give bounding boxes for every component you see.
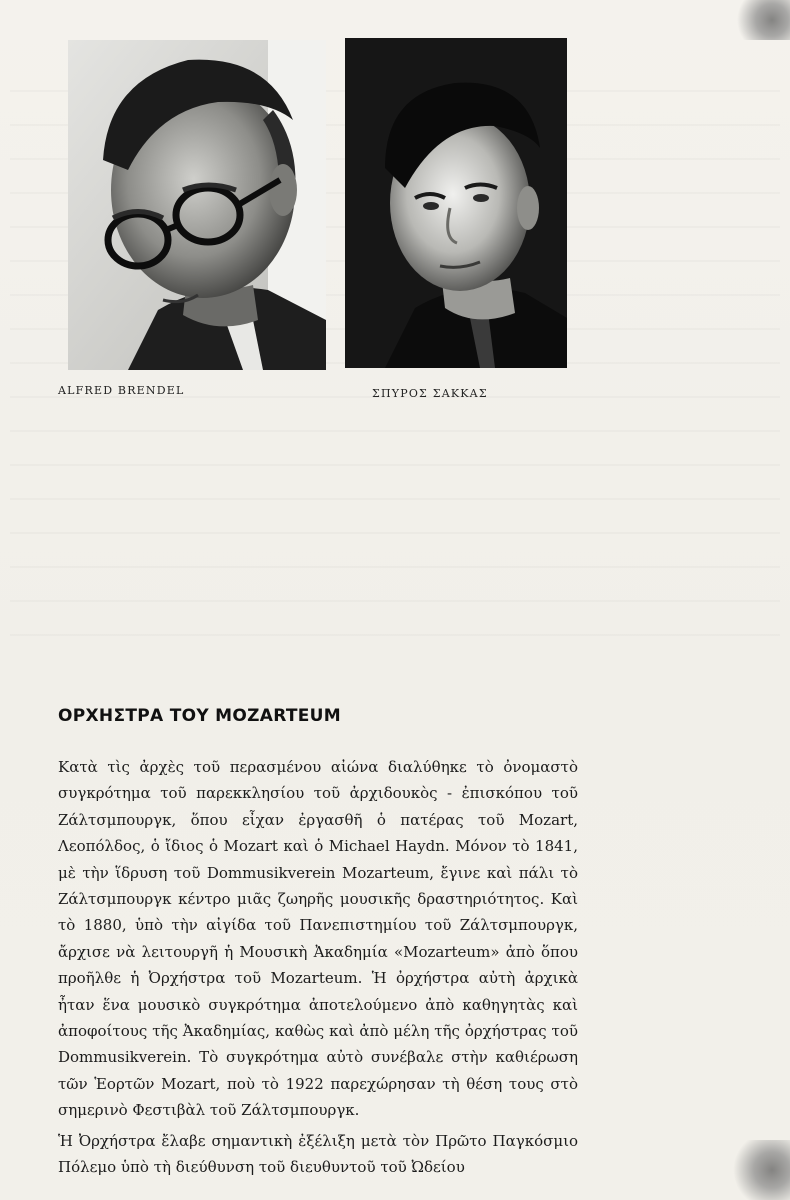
caption-alfred-brendel: ALFRED BRENDEL	[58, 384, 185, 397]
article-body	[58, 754, 578, 1181]
scan-mark-top	[730, 0, 790, 40]
paragraph: Κατὰ τὶς ἀρχὲς τοῦ περασμένου αἰώνα διαλύθηκε τὸ ὀνομαστὸ συγκρότημα τοῦ παρεκκλησίου τοῦ ἀρχιδουκὸς - ἐπισκόπου τοῦ Ζάλτσμπουργκ, ὅπου εἶχαν ἐργασθῆ ὁ πατέρας τοῦ Mozart, Λεοπόλδος, ὁ ἴδιος ὁ Mozart καὶ ὁ Michael Haydn. Μόνον τὸ 1841, μὲ τὴν ἵδρυση τοῦ Dommusikverein Mozarteum, ἔγινε καὶ πάλι τὸ Ζάλτσμπουργκ κέντρο μιᾶς ζωηρῆς μουσικῆς δραστηριότητος. Καὶ τὸ 1880, ὑπὸ τὴν αἰγίδα τοῦ Πανεπιστημίου τοῦ Ζάλτσμπουργκ, ἄρχισε νὰ λειτουργῆ ἡ Μουσικὴ Ἀκαδημία «Mozarteum» ἀπὸ ὅπου προῆλθε ἡ Ὀρχήστρα τοῦ Mozarteum. Ἡ ὀρχήστρα αὐτὴ ἀρχικὰ ἦταν ἕνα μουσικὸ συγκρότημα ἀποτελούμενο ἀπὸ καθηγητὰς καὶ ἀποφοίτους τῆς Ἀκαδημίας, καθὼς καὶ ἀπὸ μέλη τῆς ὀρχήστρας τοῦ Dommusikverein. Τὸ συγκρότημα αὐτὸ συνέβαλε στὴν καθιέρωση τῶν Ἑορτῶν Mozart, ποὺ τὸ 1922 παρεχώρησαν τὴ θέση τους στὸ σημερινὸ Φεστιβὰλ τοῦ Ζάλτσμπουργκ.	[58, 758, 578, 1120]
scan-mark-bottom	[730, 1140, 790, 1200]
photo-alfred-brendel	[68, 40, 326, 370]
photo-spyros-sakkas	[345, 38, 567, 368]
paragraph: Ἡ Ὀρχήστρα ἔλαβε σημαντικὴ ἐξέλιξη μετὰ τὸν Πρῶτο Παγκόσμιο Πόλεμο ὑπὸ τὴ διεύθυνση τοῦ διευθυντοῦ τοῦ Ὠδείου	[58, 1131, 578, 1177]
caption-spyros-sakkas: ΣΠΥΡΟΣ ΣΑΚΚΑΣ	[372, 387, 488, 400]
section-title: ΟΡΧΗΣΤΡΑ ΤΟΥ MOZARTEUM	[58, 706, 341, 726]
